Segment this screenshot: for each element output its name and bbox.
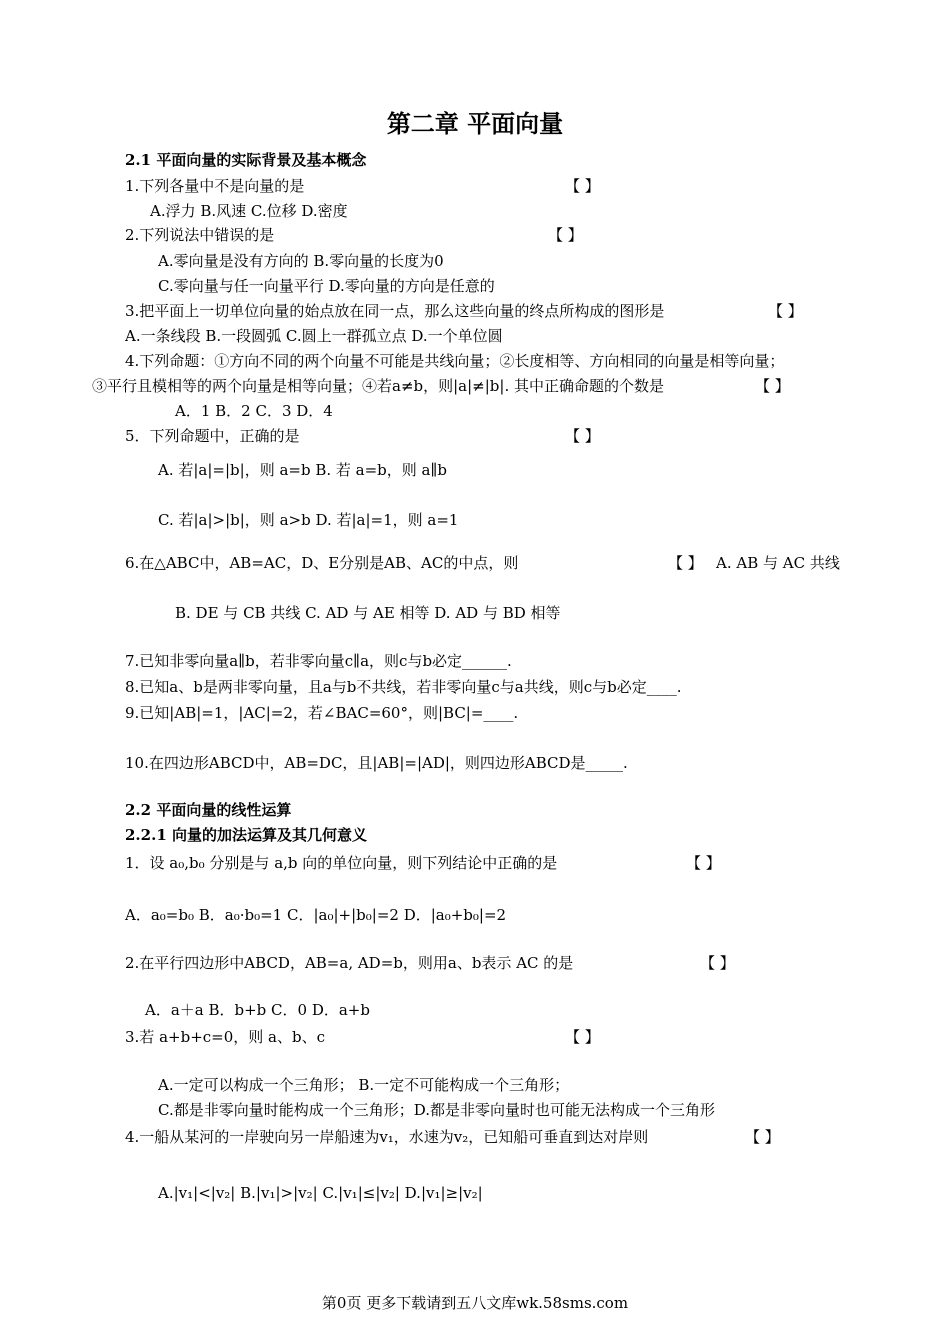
question-3: 3.把平面上一切单位向量的始点放在同一点，那么这些向量的终点所构成的图形是 (125, 302, 665, 320)
question-2-options-ab: A.零向量是没有方向的 B.零向量的长度为0 (158, 252, 444, 270)
question-3-options: A.一条线段 B.一段圆弧 C.圆上一群孤立点 D.一个单位圆 (125, 327, 503, 345)
subsection-heading-2-2-1: 2.2.1 向量的加法运算及其几何意义 (125, 826, 367, 844)
question-4-line-2: ③平行且模相等的两个向量是相等向量；④若a≠b，则|a|≠|b|. 其中正确命题的个数是 (92, 377, 664, 395)
answer-bracket: 【 】 (700, 954, 735, 972)
question-2-2-1-1-options: A．a₀=b₀ B．a₀·b₀=1 C．|a₀|+|b₀|=2 D．|a₀+b₀|=2 (125, 906, 507, 924)
question-2-2-1-3-options-cd: C.都是非零向量时能构成一个三角形；D.都是非零向量时也可能无法构成一个三角形 (158, 1101, 715, 1119)
question-5: 5．下列命题中，正确的是 (125, 427, 300, 445)
question-6-option-a: A. AB 与 AC 共线 (716, 554, 840, 572)
question-1-options: A.浮力 B.风速 C.位移 D.密度 (150, 202, 348, 220)
question-2-2-1-1: 1．设 a₀,b₀ 分别是与 a,b 向的单位向量，则下列结论中正确的是 (125, 854, 558, 872)
question-5-options-cd: C. 若|a|>|b|，则 a>b D. 若|a|=1，则 a=1 (158, 511, 459, 529)
question-7: 7.已知非零向量a∥b，若非零向量c∥a，则c与b必定______. (125, 652, 512, 670)
answer-bracket: 【 】 (565, 177, 600, 195)
answer-bracket: 【 】 (668, 554, 703, 572)
question-2-2-1-4-options: A.|v₁|<|v₂| B.|v₁|>|v₂| C.|v₁|≤|v₂| D.|v₁|≥|v₂| (158, 1184, 483, 1202)
page-footer: 第0页 更多下载请到五八文库wk.58sms.com (321, 1294, 629, 1312)
answer-bracket: 【 】 (548, 226, 583, 244)
question-9: 9.已知|AB|=1，|AC|=2，若∠BAC=60°，则|BC|=____. (125, 704, 519, 722)
question-4-options: A．1 B．2 C．3 D．4 (175, 402, 333, 420)
question-10: 10.在四边形ABCD中，AB=DC，且|AB|=|AD|，则四边形ABCD是_____. (125, 754, 628, 772)
answer-bracket: 【 】 (565, 427, 600, 445)
answer-bracket: 【 】 (768, 302, 803, 320)
question-2-options-cd: C.零向量与任一向量平行 D.零向量的方向是任意的 (158, 277, 495, 295)
answer-bracket: 【 】 (755, 377, 790, 395)
question-1: 1.下列各量中不是向量的是 (125, 177, 305, 195)
question-2-2-1-4: 4.一船从某河的一岸驶向另一岸船速为v₁，水速为v₂，已知船可垂直到达对岸则 (125, 1128, 649, 1146)
question-2-2-1-2: 2.在平行四边形中ABCD，AB=a, AD=b，则用a、b表示 AC 的是 (125, 954, 574, 972)
answer-bracket: 【 】 (686, 854, 721, 872)
page-title: 第二章 平面向量 (386, 109, 564, 138)
question-4-line-1: 4.下列命题：①方向不同的两个向量不可能是共线向量；②长度相等、方向相同的向量是相等向量； (125, 352, 785, 370)
question-2-2-1-2-options: A．a＋a B．b+b C．0 D．a+b (145, 1001, 370, 1019)
section-heading-2-2: 2.2 平面向量的线性运算 (125, 801, 292, 819)
question-2-2-1-3: 3.若 a+b+c=0，则 a、b、c (125, 1028, 325, 1046)
question-6-options-bcd: B. DE 与 CB 共线 C. AD 与 AE 相等 D. AD 与 BD 相等 (175, 604, 561, 622)
question-5-options-ab: A. 若|a|=|b|，则 a=b B. 若 a=b，则 a∥b (158, 461, 448, 479)
section-heading-2-1: 2.1 平面向量的实际背景及基本概念 (125, 151, 367, 169)
answer-bracket: 【 】 (745, 1128, 780, 1146)
question-8: 8.已知a、b是两非零向量，且a与b不共线，若非零向量c与a共线，则c与b必定____. (125, 678, 682, 696)
answer-bracket: 【 】 (565, 1028, 600, 1046)
question-2: 2.下列说法中错误的是 (125, 226, 275, 244)
question-6: 6.在△ABC中，AB=AC，D、E分别是AB、AC的中点，则 (125, 554, 519, 572)
question-2-2-1-3-options-ab: A.一定可以构成一个三角形； B.一定不可能构成一个三角形； (158, 1076, 570, 1094)
